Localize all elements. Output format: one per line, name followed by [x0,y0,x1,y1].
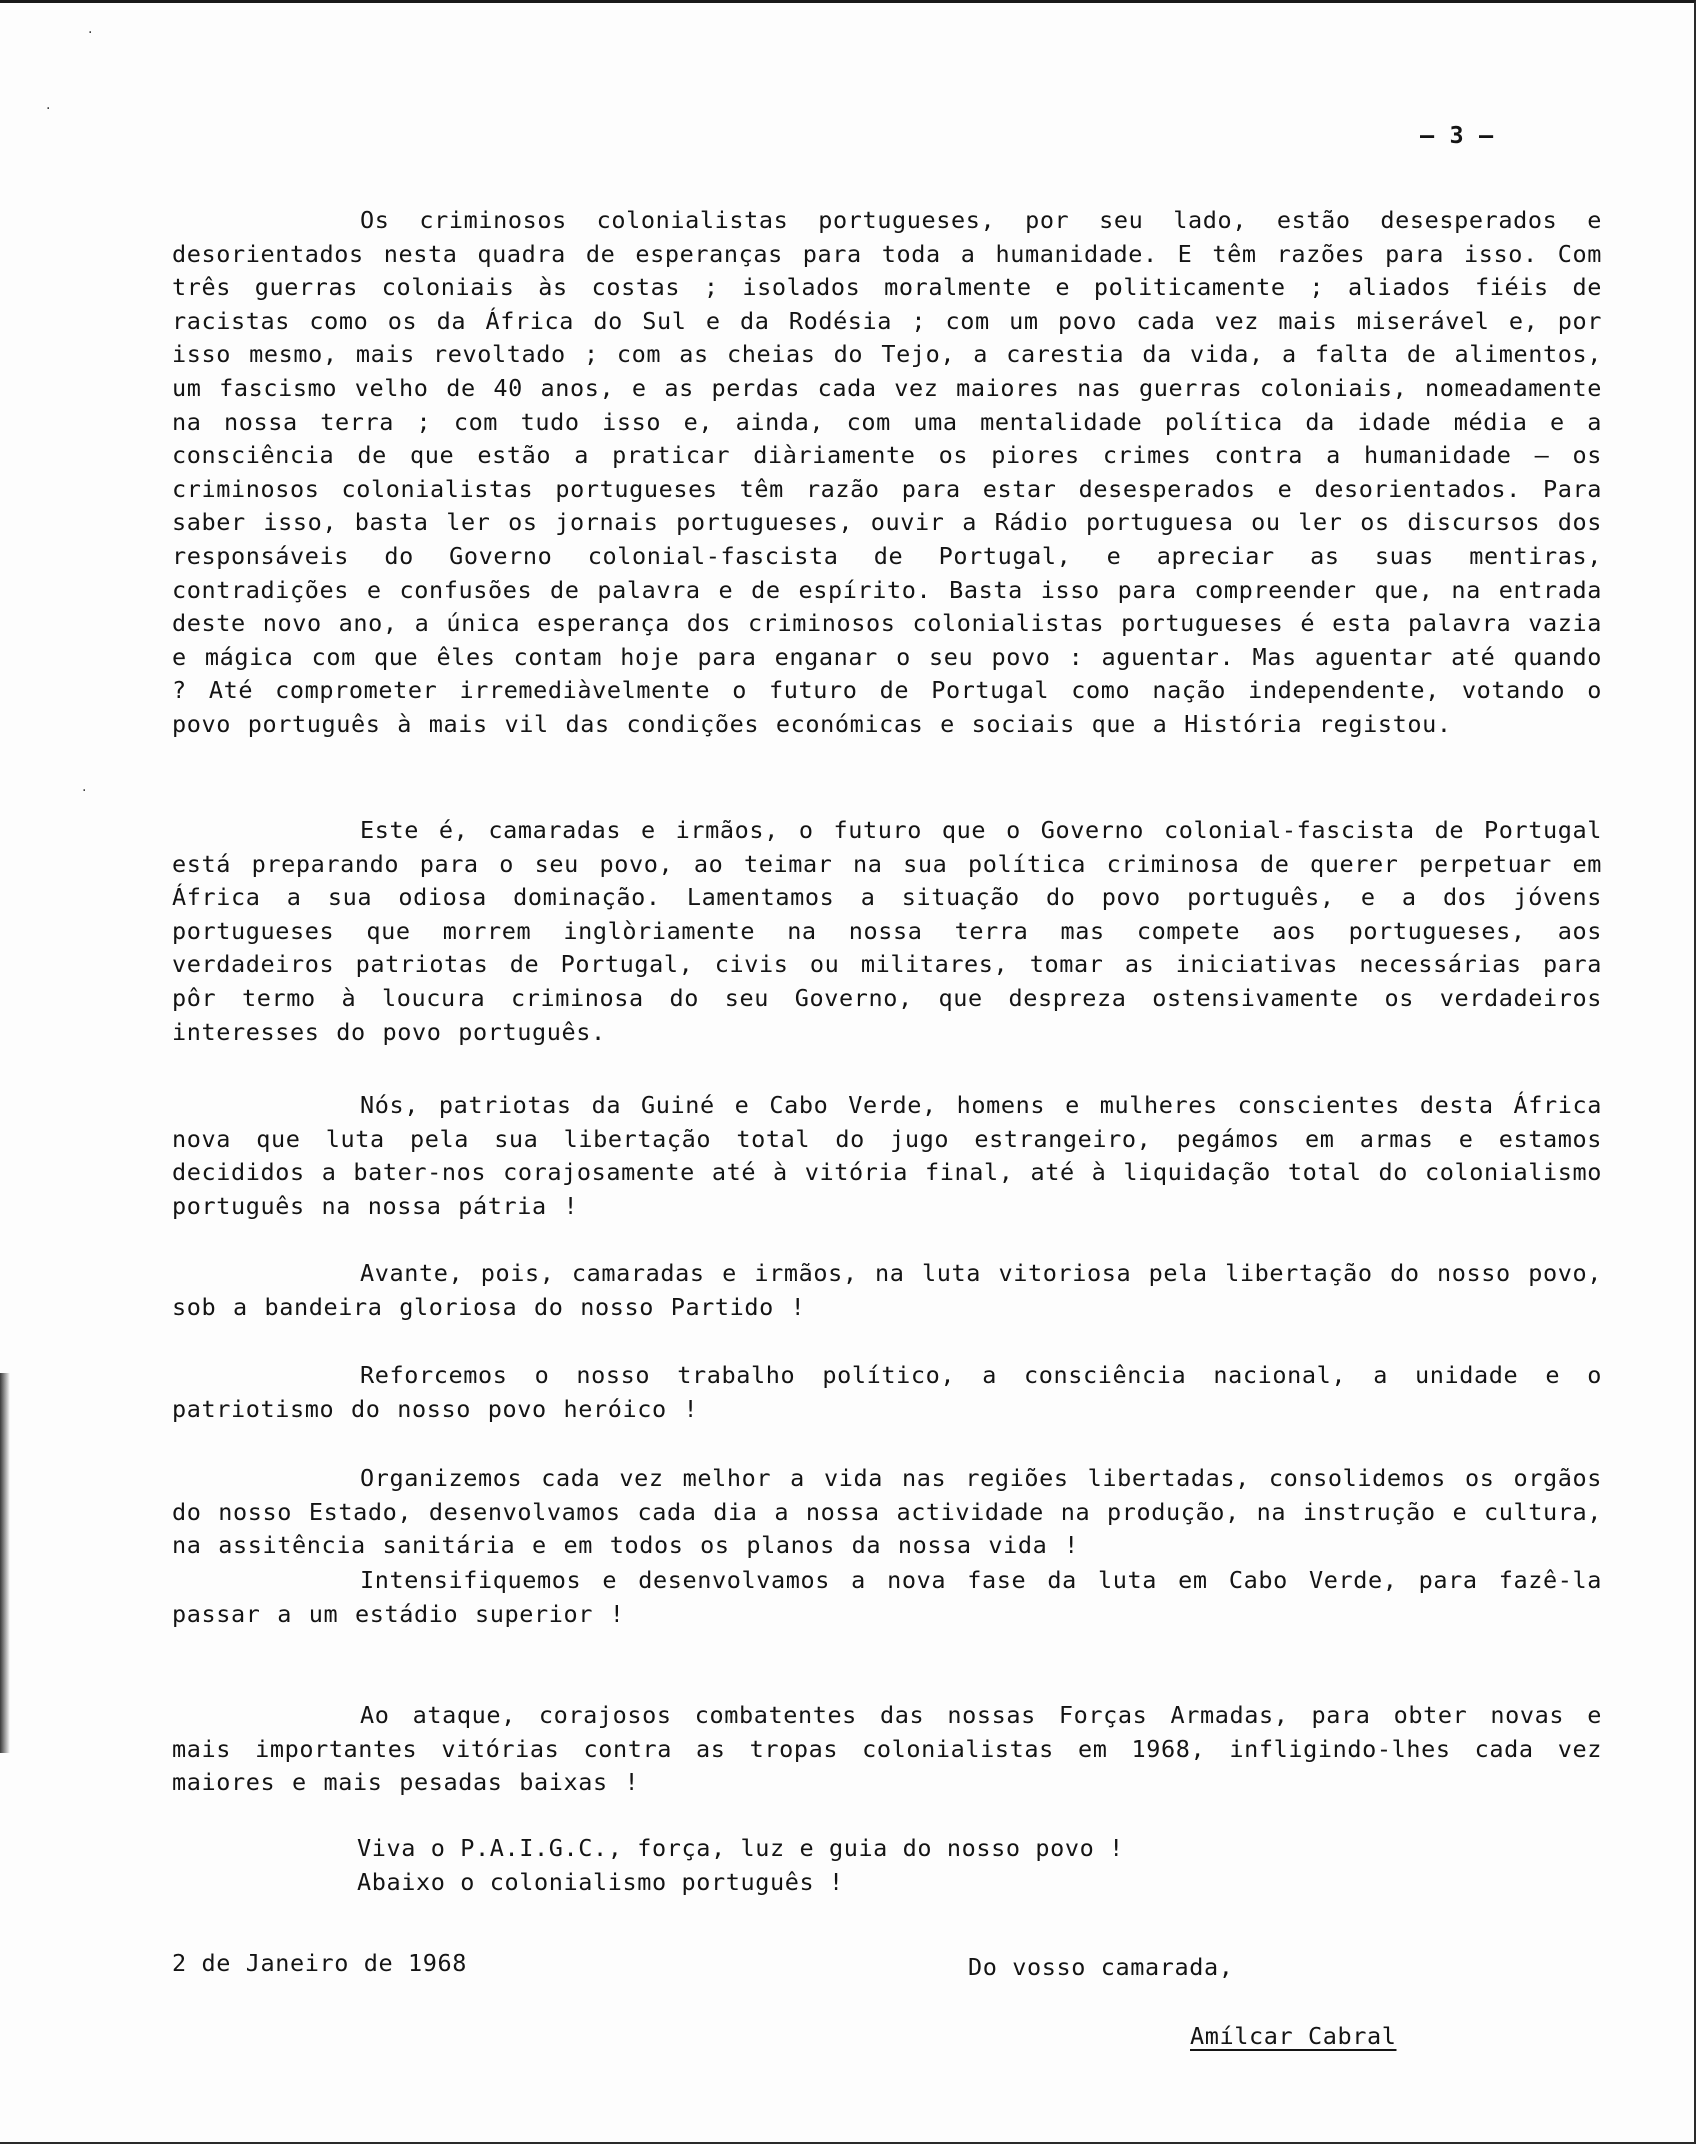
body-paragraph: Nós, patriotas da Guiné e Cabo Verde, homens e mulheres conscientes desta África nova que luta pela sua libertação total do jugo estrangeiro, pegámos em armas e estamos decididos a bater-nos corajosamente até à vitória final, até à liquidação total do colonialismo português na nossa pátria ! [172,1091,1602,1220]
exhortation-paragraph: Avante, pois, camaradas e irmãos, na luta vitoriosa pela libertação do nosso povo, sob a bandeira gloriosa do nosso Partido ! [172,1259,1602,1321]
scan-speck: · [82,783,87,799]
scan-speck: · [88,25,93,41]
letter-date: 2 de Janeiro de 1968 [172,1949,467,1977]
closing-salutation: Do vosso camarada, [968,1953,1234,1981]
slogan-line: Viva o P.A.I.G.C., força, luz e guia do nosso povo ! [357,1834,1124,1862]
exhortation-paragraph: Ao ataque, corajosos combatentes das nossas Forças Armadas, para obter novas e mais importantes vitórias contra as tropas colonialistas em 1968, infligindo-lhes cada vez maiores e mais pesadas baixas ! [172,1701,1602,1797]
body-paragraph: Os criminosos colonialistas portugueses, por seu lado, estão desesperados e desorientados nesta quadra de esperanças para toda a humanidade. E têm razões para isso. Com três guerras coloniais às costas ; isolados moralmente e politicamente ; aliados fiéis de racistas como os da África do Sul e da Rodésia ; com um povo cada vez mais miserável e, por isso mesmo, mais revoltado ; com as cheias do Tejo, a carestia da vida, a falta de alimentos, um fascismo velho de 40 anos, e as perdas cada vez maiores nas guerras coloniais, nomeadamente na nossa terra ; com tudo isso e, ainda, com uma mentalidade política da idade média e a consciência de que estão a praticar diàriamente os piores crimes contra a humanidade — os criminosos colonialistas portugueses têm razão para estar desesperados e desorientados. Para saber isso, basta ler os jornais portugueses, ouvir a Rádio portuguesa ou ler os discursos dos responsáveis do Governo colonial-fascista de Portugal, e apreciar as suas mentiras, contradições e confusões de palavra e de espírito. Basta isso para compreender que, na entrada deste novo ano, a única esperança dos criminosos colonialistas portugueses é esta palavra vazia e mágica com que êles contam hoje para enganar o seu povo : aguentar. Mas aguentar até quando ? Até comprometer irremediàvelmente o futuro de Portugal como nação independente, votando o povo português à mais vil das condições económicas e sociais que a História registou. [172,206,1602,738]
signature: Amílcar Cabral [1190,2022,1397,2050]
exhortation-paragraph: Organizemos cada vez melhor a vida nas regiões libertadas, consolidemos os orgãos do nosso Estado, desenvolvamos cada dia a nossa actividade na produção, na instrução e cultura, na assitência sanitária e em todos os planos da nossa vida ! [172,1464,1602,1560]
page-number: — 3 — [1420,121,1494,149]
scan-edge-shadow [0,1373,10,1753]
scan-speck: · [46,101,51,117]
exhortation-paragraph: Intensifiquemos e desenvolvamos a nova fase da luta em Cabo Verde, para fazê-la passar a um estádio superior ! [172,1566,1602,1628]
body-paragraph: Este é, camaradas e irmãos, o futuro que o Governo colonial-fascista de Portugal está preparando para o seu povo, ao teimar na sua política criminosa de querer perpetuar em África a sua odiosa dominação. Lamentamos a situação do povo português, e a dos jóvens portugueses que morrem inglòriamente na nossa terra mas compete aos portugueses, aos verdadeiros patriotas de Portugal, civis ou militares, tomar as iniciativas necessárias para pôr termo à loucura criminosa do seu Governo, que despreza ostensivamente os verdadeiros interesses do povo português. [172,816,1602,1046]
slogan-line: Abaixo o colonialismo português ! [357,1868,844,1896]
exhortation-paragraph: Reforcemos o nosso trabalho político, a consciência nacional, a unidade e o patriotismo do nosso povo heróico ! [172,1361,1602,1423]
